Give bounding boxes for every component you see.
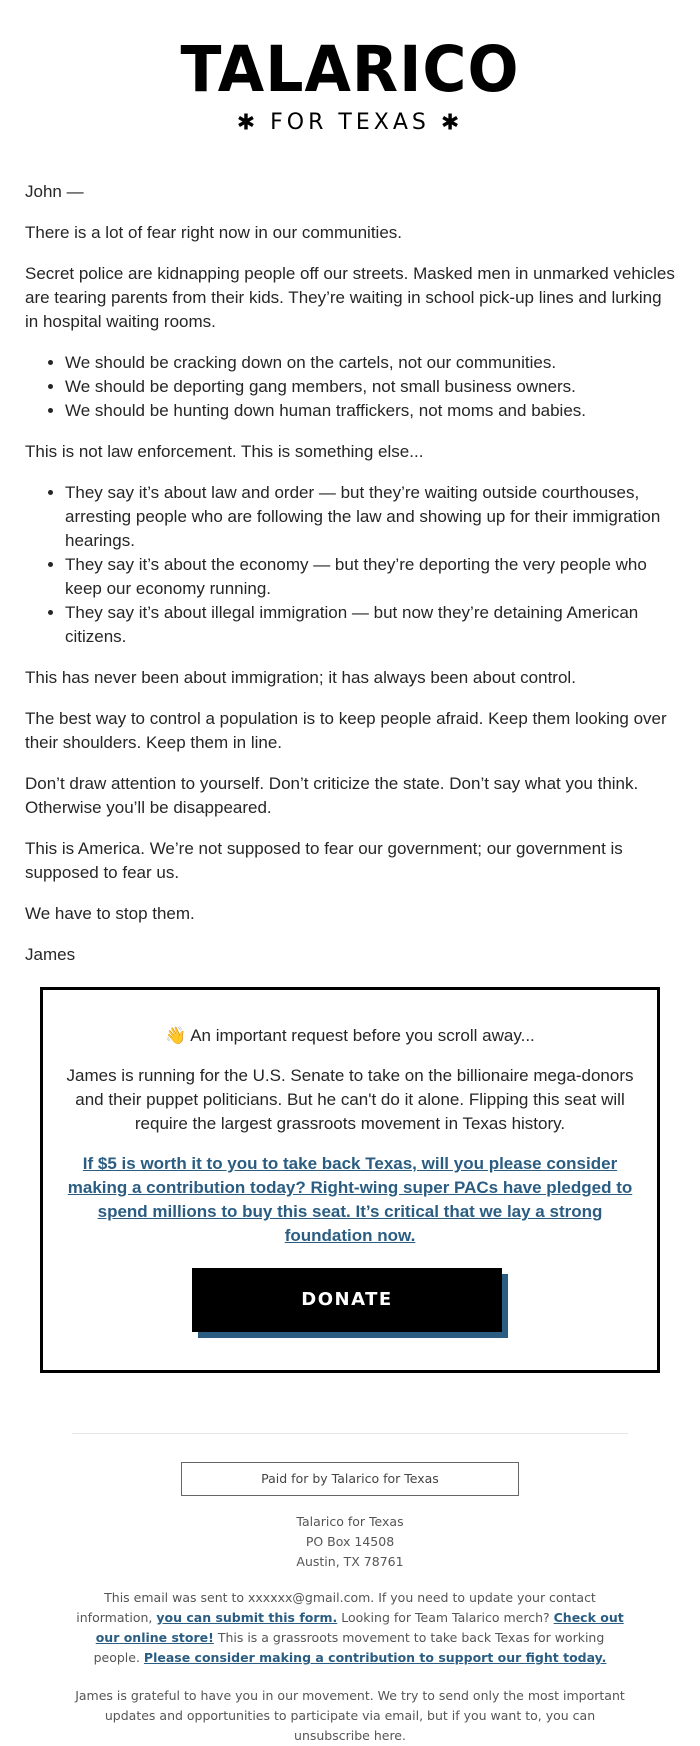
paragraph: The best way to control a population is to keep people afraid. Keep them looking over their shoulders. Keep them in line. bbox=[25, 709, 667, 752]
star-icon: ✱ bbox=[440, 110, 464, 136]
logo-name: TALARICO bbox=[180, 33, 520, 107]
movement-text: This is a grassroots movement to take back Texas for working people. bbox=[93, 1630, 605, 1665]
logo-subtitle bbox=[0, 110, 700, 136]
request-heading bbox=[65, 1024, 635, 1048]
online-store-link[interactable]: Check out our online store! bbox=[95, 1610, 624, 1645]
address-line: Austin, TX 78761 bbox=[296, 1554, 404, 1569]
waving-hand-icon: 👋 bbox=[165, 1026, 187, 1045]
footer-divider bbox=[72, 1433, 628, 1434]
paragraph: Secret police are kidnapping people off our streets. Masked men in unmarked vehicles are tearing parents from their kids. They’re waiting in school pick-up lines and lurking in hospital waiting rooms. bbox=[25, 264, 675, 331]
logo-sub-text: FOR TEXAS bbox=[270, 110, 430, 135]
list-item: • We should be deporting gang members, not small business owners. bbox=[65, 375, 675, 399]
donate-button-wrap bbox=[192, 1268, 508, 1340]
letter-body bbox=[0, 150, 700, 967]
update-contact-link[interactable]: you can submit this form. bbox=[156, 1610, 338, 1625]
greeting: John — bbox=[25, 182, 84, 201]
email-footer bbox=[0, 1462, 700, 1746]
campaign-logo bbox=[0, 0, 700, 150]
address-line: PO Box 14508 bbox=[305, 1534, 395, 1549]
donate-button[interactable]: DONATE bbox=[192, 1268, 502, 1332]
request-text: An important request before you scroll away... bbox=[190, 1026, 535, 1045]
bullet-list bbox=[25, 351, 675, 423]
star-icon: ✱ bbox=[236, 110, 260, 136]
mailing-address bbox=[0, 1512, 700, 1572]
contribute-link[interactable]: Please consider making a contribution to support our fight today. bbox=[143, 1650, 607, 1665]
contribution-link[interactable]: If $5 is worth it to you to take back Texas, will you please consider making a contribution today? Right-wing super PACs have pledged to spend millions to buy this seat. It’s critical that we lay a strong foundation now. bbox=[67, 1154, 633, 1245]
paragraph: This has never been about immigration; it has always been about control. bbox=[25, 668, 576, 687]
request-description: James is running for the U.S. Senate to take on the billionaire mega-donors and their puppet politicians. But he can't do it alone. Flipping this seat will require the largest grassroots movement in Texas history. bbox=[66, 1066, 634, 1133]
paid-for-disclaimer: Paid for by Talarico for Texas bbox=[181, 1462, 519, 1496]
signature: James bbox=[25, 945, 76, 964]
list-item: • They say it’s about the economy — but they’re deporting the very people who keep our economy running. bbox=[65, 553, 675, 601]
footer-fine-print bbox=[72, 1588, 628, 1668]
address-line: Talarico for Texas bbox=[296, 1514, 404, 1529]
sent-to-text: This email was sent to xxxxxx@gmail.com. If you need to update your contact information, bbox=[76, 1590, 596, 1625]
list-item: • We should be cracking down on the cartels, not our communities. bbox=[65, 351, 675, 375]
list-item: • They say it’s about illegal immigration — but now they’re detaining American citizens. bbox=[65, 601, 675, 649]
donation-request-box bbox=[40, 987, 660, 1373]
paragraph: Don’t draw attention to yourself. Don’t criticize the state. Don’t say what you think. Otherwise you’ll be disappeared. bbox=[25, 774, 639, 817]
list-item: • They say it’s about law and order — but they’re waiting outside courthouses, arresting people who are following the law and showing up for their immigration hearings. bbox=[65, 481, 675, 553]
paragraph: There is a lot of fear right now in our communities. bbox=[25, 223, 402, 242]
paragraph: We have to stop them. bbox=[25, 904, 195, 923]
unsubscribe-text: James is grateful to have you in our movement. We try to send only the most important updates and opportunities to participate via email, but if you want to, you can unsubscribe here. bbox=[75, 1688, 625, 1743]
list-item: • We should be hunting down human traffickers, not moms and babies. bbox=[65, 399, 675, 423]
bullet-list bbox=[25, 481, 675, 649]
merch-text: Looking for Team Talarico merch? bbox=[337, 1610, 554, 1625]
paragraph: This is not law enforcement. This is something else... bbox=[25, 442, 424, 461]
paragraph: This is America. We’re not supposed to fear our government; our government is supposed to fear us. bbox=[25, 839, 623, 882]
